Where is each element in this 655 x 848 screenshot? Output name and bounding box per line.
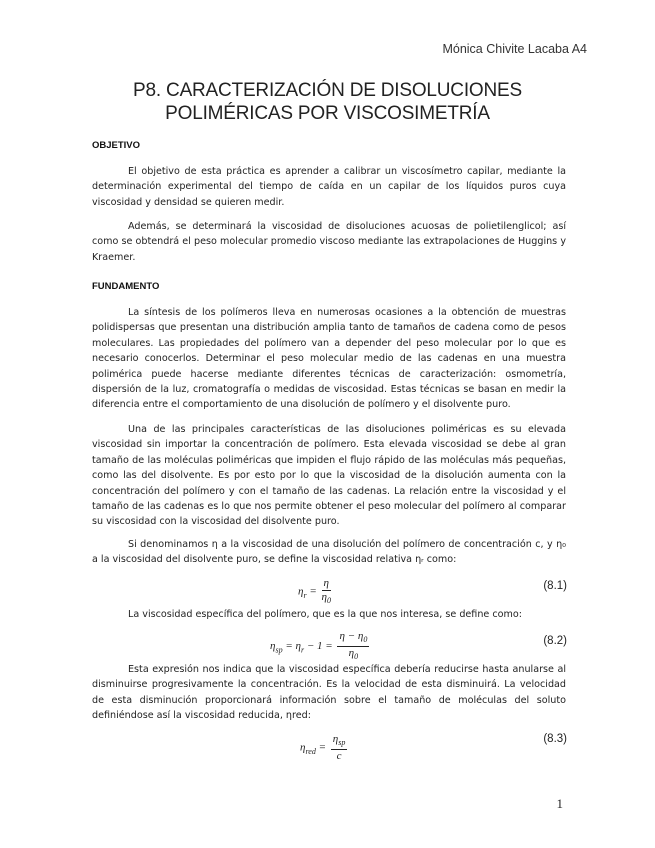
equation-8-2: $\eta_{sp} = \eta_r - 1$ = $\frac{\eta - \eta_0}{\eta_0}$ [270,630,368,662]
fundamento-paragraph-4: La viscosidad específica del polímero, que es la que nos interesa, se define como: [128,609,522,620]
equation-label-8-3: (8.3) [543,733,567,745]
equation-label-8-1: (8.1) [543,580,567,592]
fundamento-paragraph-2: Una de las principales características de las disoluciones poliméricas es su elevada viscosidad sin importar la concentración de polímero. Esta elevada viscosidad se debe al gran tamaño de las moléculas poliméricas que impiden el flujo rápido de las moléculas más pequeñas, como las del disolvente. Es por esto por lo que la viscosidad de la disolución aumenta con la concentración del polímero y con el tamaño de las cadenas. La relación entre la viscosidad y el tamaño de las cadenas es lo que nos permite obtener el peso molecular del polímero al comparar su viscosidad con la viscosidad del disolvente puro. [92,424,566,528]
title-line-1: P8. CARACTERIZACIÓN DE DISOLUCIONES [133,80,522,101]
page-number: 1 [556,796,563,811]
fundamento-paragraph-5: Esta expresión nos indica que la viscosidad específica debería reducirse hasta anularse al disminuirse progresivamente la concentración. Es la velocidad de esta disminuirá. La velocidad de esta disminución proporcionará información sobre el tamaño de moléculas del soluto definiéndose así la viscosidad reducida, ηred: [92,664,566,722]
title-line-2: POLIMÉRICAS POR VISCOSIMETRÍA [165,103,490,124]
equation-label-8-2: (8.2) [543,635,567,647]
equation-8-3: $\eta_{red}$ = $\frac{\eta_{sp}}{c}$ [300,733,346,763]
objetivo-paragraph-1: El objetivo de esta práctica es aprender a calibrar un viscosímetro capilar, mediante la determinación experimental del tiempo de caída en un capilar de los líquidos puros cuya viscosidad y densidad se quieren medir. [92,166,566,208]
page-title [80,79,575,125]
fundamento-paragraph-1: La síntesis de los polímeros lleva en numerosas ocasiones a la obtención de muestras polidispersas que presentan una distribución amplia tanto de tamaños de cadena como de pesos moleculares. Las propiedades del polímero van a depender del peso molecular por lo que es necesario conocerlos. Determinar el peso molecular medio de las cadenas en una muestra polimérica puede hacerse mediante diferentes técnicas de caracterización: osmometría, dispersión de la luz, cromatografía o medidas de viscosidad. Estas técnicas se basan en medir la diferencia entre el comportamiento de una disolución de polímero y el disolvente puro. [92,307,566,411]
equation-8-1: $\eta_r$ = $\frac{\eta}{\eta_0}$ [298,577,331,606]
heading-fundamento: FUNDAMENTO [92,281,160,292]
fundamento-paragraph-3: Si denominamos η a la viscosidad de una disolución del polímero de concentración c, y η₀ a la viscosidad del disolvente puro, se define la viscosidad relativa ηᵣ como: [92,539,566,566]
objetivo-paragraph-2: Además, se determinará la viscosidad de disoluciones acuosas de polietilenglicol; así como se obtendrá el peso molecular promedio viscoso mediante las extrapolaciones de Huggins y Kraemer. [92,221,566,263]
header-author: Mónica Chivite Lacaba A4 [442,42,587,56]
heading-objetivo: OBJETIVO [92,140,141,151]
